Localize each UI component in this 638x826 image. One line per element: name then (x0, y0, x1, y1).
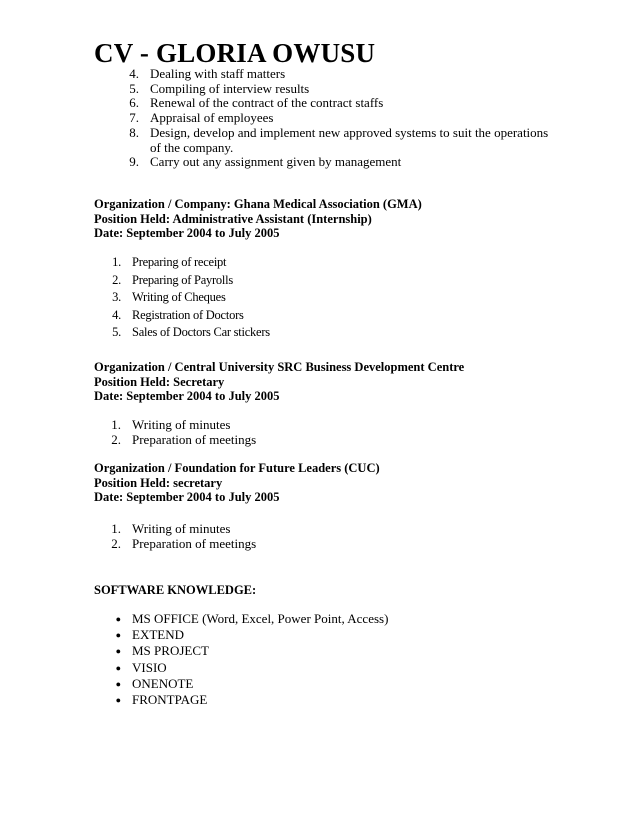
job3-position: Position Held: secretary (94, 475, 223, 490)
job3-date: Date: September 2004 to July 2005 (94, 490, 280, 505)
item-number: 4. (129, 66, 139, 81)
item-number: 5. (129, 80, 139, 96)
job3-duties-list (0, 521, 256, 551)
list-item (0, 417, 256, 432)
list-item (0, 643, 388, 659)
item-number: 8. (129, 124, 139, 140)
job3-header (94, 461, 380, 505)
list-item (0, 324, 270, 342)
bullet-dot-icon: ● (115, 678, 121, 689)
item-text: Registration of Doctors (132, 307, 244, 322)
job1-duties-list (0, 254, 270, 342)
list-item (0, 692, 388, 708)
list-item (0, 432, 256, 447)
item-text: MS OFFICE (Word, Excel, Power Point, Access) (132, 611, 389, 626)
bullet-dot-icon: ● (115, 695, 121, 706)
job2-duties-list (0, 417, 256, 447)
job2-position: Position Held: Secretary (94, 374, 225, 389)
item-number: 3. (112, 290, 121, 305)
list-item (0, 82, 550, 97)
item-text: Renewal of the contract of the contract staffs (150, 95, 384, 111)
list-item (0, 627, 388, 643)
item-number: 7. (129, 110, 139, 126)
item-number: 6. (129, 95, 139, 111)
item-text: Sales of Doctors Car stickers (132, 325, 270, 340)
item-number: 1. (111, 521, 121, 536)
bullet-dot-icon: ● (115, 646, 121, 657)
item-text: Writing of Cheques (132, 290, 226, 305)
job1-header (94, 197, 422, 241)
item-number: 1. (112, 255, 121, 269)
item-text: Carry out any assignment given by management (150, 154, 402, 170)
item-text: VISIO (132, 659, 167, 675)
item-number: 2. (111, 432, 121, 448)
item-text: Writing of minutes (132, 417, 231, 432)
item-text: Preparing of receipt (132, 255, 227, 269)
bullet-dot-icon: ● (115, 614, 121, 624)
item-text: Writing of minutes (132, 521, 231, 536)
list-item (0, 96, 550, 111)
list-item (0, 536, 256, 551)
item-number: 1. (111, 417, 121, 432)
item-number: 2. (111, 536, 121, 552)
item-text: Design, develop and implement new approved systems to suit the operations of the company. (150, 124, 549, 155)
list-item (0, 611, 388, 627)
job1-organization: Organization / Company: Ghana Medical Association (GMA) (94, 197, 422, 211)
list-item (0, 521, 256, 536)
item-text: MS PROJECT (132, 643, 209, 659)
list-item (0, 111, 550, 126)
cv-title: CV - GLORIA OWUSU (94, 38, 376, 68)
item-text: Preparing of Payrolls (132, 272, 233, 287)
software-list (0, 611, 388, 708)
list-item (0, 254, 270, 272)
item-number: 2. (112, 272, 121, 287)
list-item (0, 126, 550, 155)
item-text: Appraisal of employees (150, 110, 274, 126)
list-item (0, 272, 270, 290)
item-text: FRONTPAGE (132, 692, 208, 708)
item-text: Preparation of meetings (132, 432, 257, 448)
bullet-dot-icon: ● (115, 630, 121, 641)
list-item (0, 155, 550, 170)
software-heading: SOFTWARE KNOWLEDGE: (94, 583, 257, 597)
item-text: Preparation of meetings (132, 536, 257, 552)
item-text: Compiling of interview results (150, 80, 310, 96)
job2-organization: Organization / Central University SRC Business Development Centre (94, 360, 465, 374)
job2-header (94, 360, 464, 404)
list-item (0, 660, 388, 676)
item-text: EXTEND (132, 627, 184, 643)
job1-position: Position Held: Administrative Assistant (Internship) (94, 211, 372, 226)
list-item (0, 307, 270, 325)
bullet-dot-icon: ● (115, 662, 121, 673)
item-text: Dealing with staff matters (150, 66, 286, 81)
item-number: 5. (112, 325, 121, 340)
item-number: 4. (112, 307, 121, 322)
list-item (0, 67, 550, 82)
item-text: ONENOTE (132, 675, 194, 691)
job2-date: Date: September 2004 to July 2005 (94, 389, 280, 404)
duties-continued-list (0, 67, 550, 170)
list-item (0, 289, 270, 307)
job1-date: Date: September 2004 to July 2005 (94, 226, 280, 241)
item-number: 9. (129, 154, 139, 170)
list-item (0, 676, 388, 692)
job3-organization: Organization / Foundation for Future Leaders (CUC) (94, 461, 380, 475)
